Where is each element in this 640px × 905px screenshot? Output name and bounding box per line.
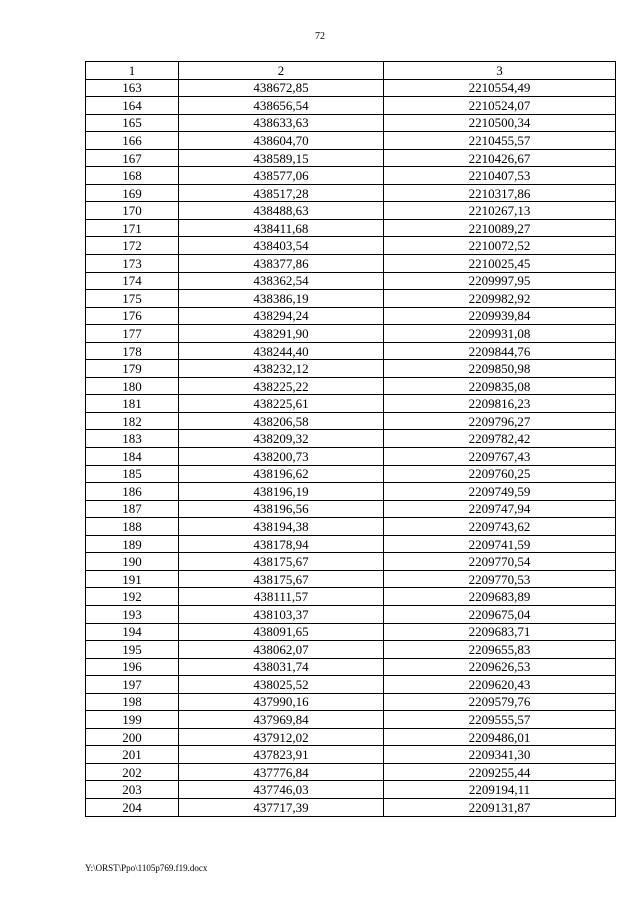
table-row [86,711,616,729]
point-number-cell: 197 [86,676,179,694]
table-row [86,342,616,360]
table-row [86,763,616,781]
table-row [86,676,616,694]
x-coordinate-cell: 437990,16 [179,693,384,711]
column-header-2: 2 [179,62,384,80]
point-number-cell: 183 [86,430,179,448]
x-coordinate-cell: 438091,65 [179,623,384,641]
x-coordinate-cell: 438672,85 [179,79,384,97]
table-row [86,79,616,97]
y-coordinate-cell: 2210267,13 [384,202,616,220]
table-row [86,728,616,746]
x-coordinate-cell: 438232,12 [179,360,384,378]
point-number-cell: 172 [86,237,179,255]
x-coordinate-cell: 438225,22 [179,377,384,395]
x-coordinate-cell: 438377,86 [179,255,384,273]
point-number-cell: 175 [86,290,179,308]
x-coordinate-cell: 438488,63 [179,202,384,220]
table-row [86,465,616,483]
table-row [86,114,616,132]
y-coordinate-cell: 2209743,62 [384,518,616,536]
table-row [86,570,616,588]
x-coordinate-cell: 438194,38 [179,518,384,536]
point-number-cell: 188 [86,518,179,536]
point-number-cell: 164 [86,97,179,115]
page-number: 72 [315,31,325,42]
y-coordinate-cell: 2209816,23 [384,395,616,413]
y-coordinate-cell: 2209767,43 [384,448,616,466]
point-number-cell: 168 [86,167,179,185]
table-row [86,395,616,413]
y-coordinate-cell: 2210317,86 [384,184,616,202]
y-coordinate-cell: 2209620,43 [384,676,616,694]
x-coordinate-cell: 438291,90 [179,325,384,343]
y-coordinate-cell: 2209747,94 [384,500,616,518]
coordinates-table [85,61,616,817]
table-row [86,272,616,290]
table-row [86,360,616,378]
x-coordinate-cell: 438362,54 [179,272,384,290]
x-coordinate-cell: 438025,52 [179,676,384,694]
x-coordinate-cell: 438200,73 [179,448,384,466]
table-row [86,325,616,343]
point-number-cell: 176 [86,307,179,325]
point-number-cell: 196 [86,658,179,676]
y-coordinate-cell: 2209760,25 [384,465,616,483]
table-row [86,184,616,202]
table-row [86,290,616,308]
y-coordinate-cell: 2210407,53 [384,167,616,185]
x-coordinate-cell: 438196,62 [179,465,384,483]
x-coordinate-cell: 438206,58 [179,412,384,430]
x-coordinate-cell: 438577,06 [179,167,384,185]
y-coordinate-cell: 2210089,27 [384,219,616,237]
point-number-cell: 163 [86,79,179,97]
footer-file-path: Y:\ORST\Ppo\1105p769.f19.docx [85,863,208,873]
table-row [86,430,616,448]
x-coordinate-cell: 438209,32 [179,430,384,448]
table-row [86,149,616,167]
point-number-cell: 191 [86,570,179,588]
point-number-cell: 174 [86,272,179,290]
y-coordinate-cell: 2209796,27 [384,412,616,430]
x-coordinate-cell: 437823,91 [179,746,384,764]
point-number-cell: 185 [86,465,179,483]
y-coordinate-cell: 2209939,84 [384,307,616,325]
point-number-cell: 184 [86,448,179,466]
point-number-cell: 171 [86,219,179,237]
y-coordinate-cell: 2209255,44 [384,763,616,781]
point-number-cell: 200 [86,728,179,746]
x-coordinate-cell: 438196,56 [179,500,384,518]
point-number-cell: 170 [86,202,179,220]
table-row [86,553,616,571]
y-coordinate-cell: 2210025,45 [384,255,616,273]
table-row [86,798,616,816]
table-row [86,500,616,518]
column-header-3: 3 [384,62,616,80]
point-number-cell: 192 [86,588,179,606]
y-coordinate-cell: 2209997,95 [384,272,616,290]
table-row [86,167,616,185]
point-number-cell: 180 [86,377,179,395]
table-row [86,746,616,764]
table-row [86,307,616,325]
table-row [86,202,616,220]
y-coordinate-cell: 2209675,04 [384,605,616,623]
table-row [86,623,616,641]
point-number-cell: 201 [86,746,179,764]
x-coordinate-cell: 438062,07 [179,641,384,659]
x-coordinate-cell: 437717,39 [179,798,384,816]
y-coordinate-cell: 2209741,59 [384,535,616,553]
table-row [86,448,616,466]
y-coordinate-cell: 2209683,89 [384,588,616,606]
y-coordinate-cell: 2209982,92 [384,290,616,308]
x-coordinate-cell: 438244,40 [179,342,384,360]
point-number-cell: 181 [86,395,179,413]
y-coordinate-cell: 2209486,01 [384,728,616,746]
point-number-cell: 169 [86,184,179,202]
point-number-cell: 193 [86,605,179,623]
table-row [86,483,616,501]
y-coordinate-cell: 2210524,07 [384,97,616,115]
point-number-cell: 182 [86,412,179,430]
x-coordinate-cell: 438411,68 [179,219,384,237]
point-number-cell: 189 [86,535,179,553]
point-number-cell: 173 [86,255,179,273]
x-coordinate-cell: 438196,19 [179,483,384,501]
y-coordinate-cell: 2209683,71 [384,623,616,641]
y-coordinate-cell: 2210455,57 [384,132,616,150]
x-coordinate-cell: 438656,54 [179,97,384,115]
y-coordinate-cell: 2209770,53 [384,570,616,588]
table-row [86,237,616,255]
table-row [86,605,616,623]
point-number-cell: 178 [86,342,179,360]
point-number-cell: 195 [86,641,179,659]
table-row [86,641,616,659]
y-coordinate-cell: 2210554,49 [384,79,616,97]
table-row [86,518,616,536]
x-coordinate-cell: 438386,19 [179,290,384,308]
x-coordinate-cell: 437969,84 [179,711,384,729]
y-coordinate-cell: 2209782,42 [384,430,616,448]
point-number-cell: 166 [86,132,179,150]
y-coordinate-cell: 2209850,98 [384,360,616,378]
point-number-cell: 194 [86,623,179,641]
table-body [86,79,616,816]
table-row [86,132,616,150]
y-coordinate-cell: 2209579,76 [384,693,616,711]
x-coordinate-cell: 438403,54 [179,237,384,255]
x-coordinate-cell: 437912,02 [179,728,384,746]
x-coordinate-cell: 438633,63 [179,114,384,132]
table-row [86,658,616,676]
point-number-cell: 179 [86,360,179,378]
table-row [86,693,616,711]
table-row [86,588,616,606]
x-coordinate-cell: 438589,15 [179,149,384,167]
point-number-cell: 177 [86,325,179,343]
point-number-cell: 190 [86,553,179,571]
x-coordinate-cell: 438225,61 [179,395,384,413]
table-row [86,219,616,237]
point-number-cell: 202 [86,763,179,781]
y-coordinate-cell: 2209844,76 [384,342,616,360]
table-row [86,781,616,799]
point-number-cell: 165 [86,114,179,132]
y-coordinate-cell: 2209626,53 [384,658,616,676]
x-coordinate-cell: 438111,57 [179,588,384,606]
table-row [86,97,616,115]
point-number-cell: 186 [86,483,179,501]
y-coordinate-cell: 2209770,54 [384,553,616,571]
x-coordinate-cell: 438517,28 [179,184,384,202]
table-row [86,377,616,395]
y-coordinate-cell: 2209194,11 [384,781,616,799]
x-coordinate-cell: 438031,74 [179,658,384,676]
point-number-cell: 187 [86,500,179,518]
y-coordinate-cell: 2210072,52 [384,237,616,255]
point-number-cell: 198 [86,693,179,711]
column-header-1: 1 [86,62,179,80]
y-coordinate-cell: 2209835,08 [384,377,616,395]
y-coordinate-cell: 2209555,57 [384,711,616,729]
y-coordinate-cell: 2209655,83 [384,641,616,659]
x-coordinate-cell: 437746,03 [179,781,384,799]
x-coordinate-cell: 438175,67 [179,570,384,588]
y-coordinate-cell: 2209931,08 [384,325,616,343]
table-header-row [86,62,616,80]
point-number-cell: 167 [86,149,179,167]
y-coordinate-cell: 2209131,87 [384,798,616,816]
point-number-cell: 199 [86,711,179,729]
y-coordinate-cell: 2209749,59 [384,483,616,501]
table-row [86,255,616,273]
table-row [86,412,616,430]
table-row [86,535,616,553]
x-coordinate-cell: 437776,84 [179,763,384,781]
y-coordinate-cell: 2210426,67 [384,149,616,167]
x-coordinate-cell: 438175,67 [179,553,384,571]
y-coordinate-cell: 2210500,34 [384,114,616,132]
point-number-cell: 203 [86,781,179,799]
x-coordinate-cell: 438604,70 [179,132,384,150]
y-coordinate-cell: 2209341,30 [384,746,616,764]
x-coordinate-cell: 438294,24 [179,307,384,325]
x-coordinate-cell: 438178,94 [179,535,384,553]
point-number-cell: 204 [86,798,179,816]
x-coordinate-cell: 438103,37 [179,605,384,623]
